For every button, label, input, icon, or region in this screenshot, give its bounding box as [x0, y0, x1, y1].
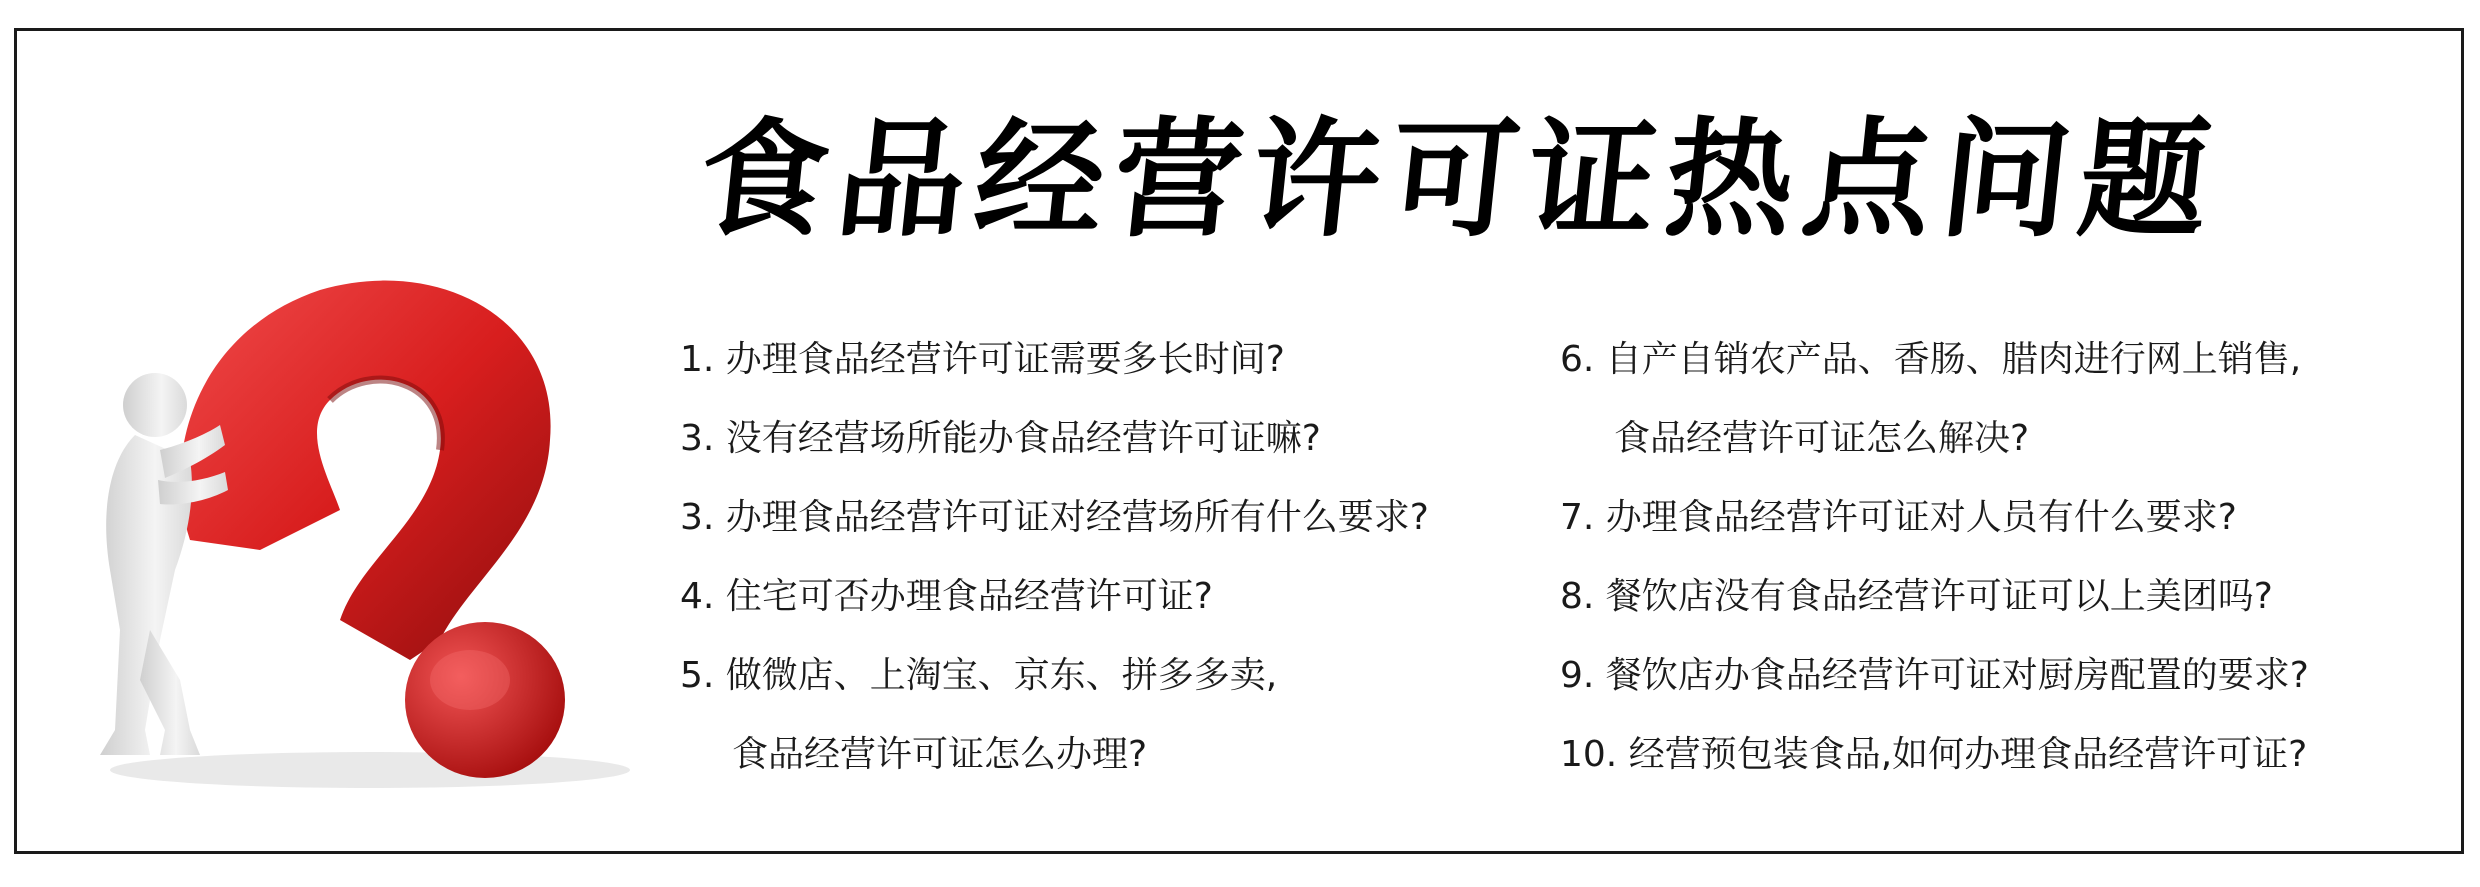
list-item: 3. 办理食品经营许可证对经营场所有什么要求?	[680, 497, 1429, 538]
questions-left-list	[680, 320, 1429, 794]
question-mark-with-figure-icon	[40, 210, 640, 810]
page-title: 食品经营许可证热点问题	[692, 105, 2226, 255]
list-item: 7. 办理食品经营许可证对人员有什么要求?	[1560, 497, 2237, 538]
list-item: 6. 自产自销农产品、香肠、腊肉进行网上销售,	[1560, 339, 2302, 380]
list-item-continuation: 食品经营许可证怎么办理?	[732, 734, 1148, 775]
list-item-continuation: 食品经营许可证怎么解决?	[1614, 418, 2030, 459]
list-item: 10. 经营预包装食品,如何办理食品经营许可证?	[1560, 734, 2308, 775]
questions-right-list	[1560, 320, 2309, 794]
list-item: 1. 办理食品经营许可证需要多长时间?	[680, 339, 1285, 380]
list-item: 9. 餐饮店办食品经营许可证对厨房配置的要求?	[1560, 655, 2309, 696]
list-item: 8. 餐饮店没有食品经营许可证可以上美团吗?	[1560, 576, 2273, 617]
list-item: 3. 没有经营场所能办食品经营许可证嘛?	[680, 418, 1321, 459]
list-item: 5. 做微店、上淘宝、京东、拼多多卖,	[680, 655, 1278, 696]
list-item: 4. 住宅可否办理食品经营许可证?	[680, 576, 1213, 617]
